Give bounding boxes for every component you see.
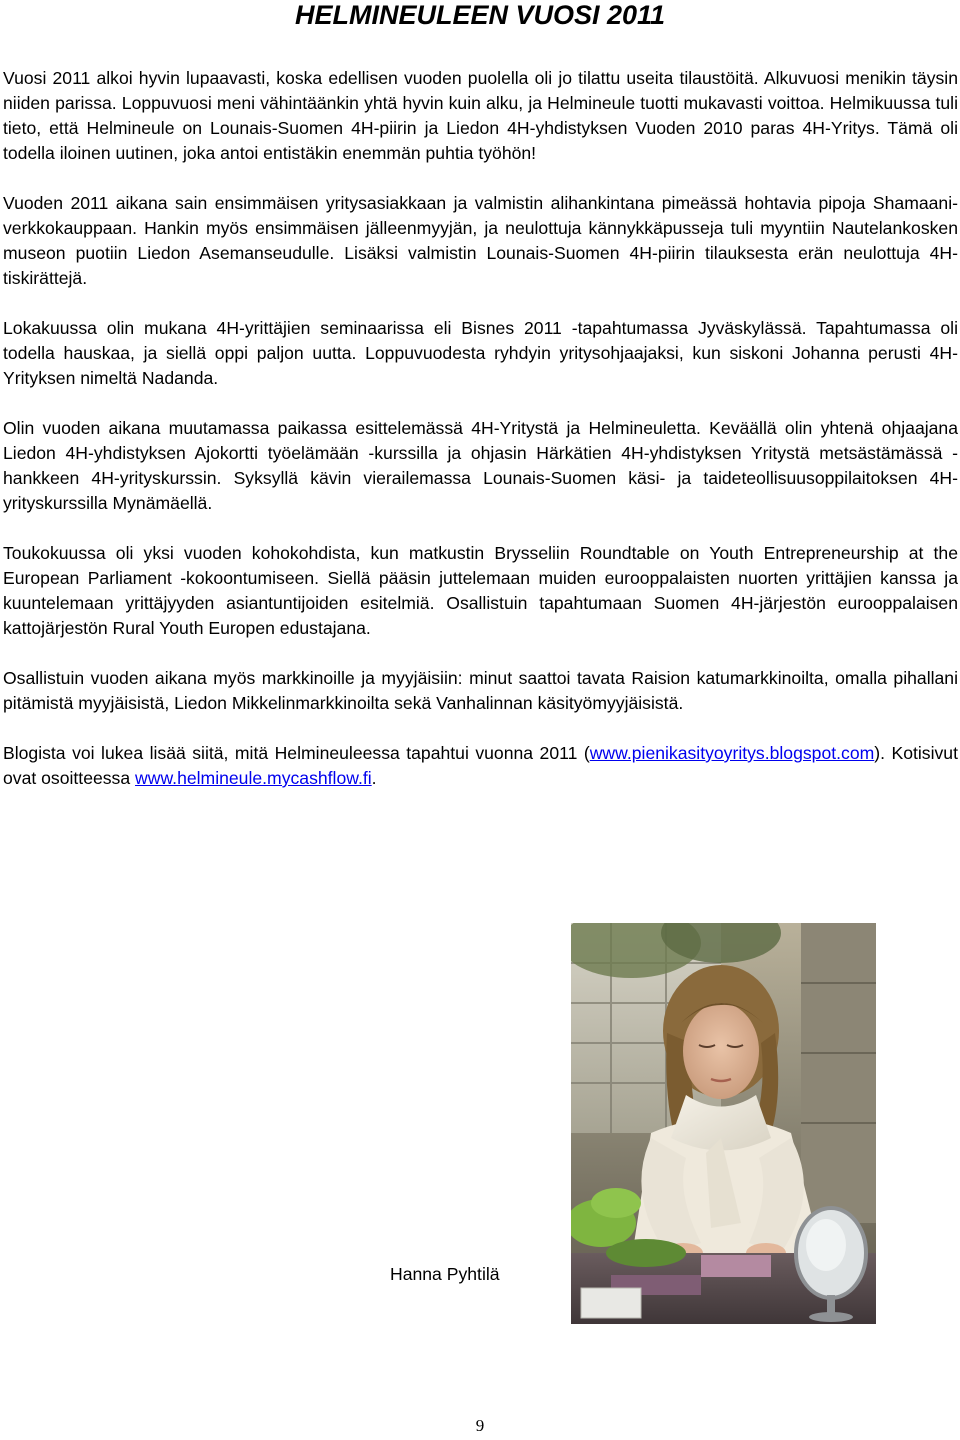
paragraph-4: Olin vuoden aikana muutamassa paikassa esittelemässä 4H-Yritystä ja Helmineuletta. Keväällä olin yhtenä ohjaajana Liedon 4H-yhdistyksen Ajokortti työelämään -kurssilla ja ohjasin Härkätien 4H-yhdistyksen Yritystä metsästämässä -hankkeen 4H-yrityskurssin. Syksyllä kävin vierailemassa Lounais-Suomen käsi- ja taideteollisuusoppilaitoksen 4H-yrityskurssilla Mynämäellä. — [3, 418, 958, 513]
paragraph-5: Toukokuussa oli yksi vuoden kohokohdista, kun matkustin Brysseliin Roundtable on Youth Entrepreneurship at the European Parliament -kokoontumiseen. Siellä pääsin juttelemaan muiden eurooppalaisten nuorten yrittäjien kanssa ja kuuntelemaan yrittäjyyden asiantuntijoiden esitelmiä. Osallistuin tapahtumaan Suomen 4H-järjestön eurooppalaisen kattojärjestön Rural Youth Europen edustajana. — [3, 543, 958, 638]
document-body — [3, 66, 958, 816]
blog-intro-text: Blogista voi lukea lisää siitä, mitä Helmineuleessa tapahtui vuonna 2011 ( — [3, 743, 590, 763]
page-number: 9 — [475, 1416, 485, 1435]
document-title: HELMINEULEEN VUOSI 2011 — [294, 0, 666, 30]
paragraph-3: Lokakuussa olin mukana 4H-yrittäjien seminaarissa eli Bisnes 2011 -tapahtumassa Jyväskylässä. Tapahtumassa oli todella hauskaa, ja siellä oppi paljon uutta. Loppuvuodesta ryhdyin yritysohjaajaksi, kun siskoni Johanna perusti 4H-Yrityksen nimeltä Nadanda. — [3, 318, 958, 388]
photo-illustration — [571, 923, 876, 1324]
blog-end-text: . — [371, 768, 377, 788]
paragraph-2: Vuoden 2011 aikana sain ensimmäisen yritysasiakkaan ja valmistin alihankintana pimeässä hohtavia pipoja Shamaani-verkkokauppaan. Hankin myös ensimmäisen jälleenmyyjän, ja neulottuja kännykkäpusseja tuli myyntiin Nautelankosken museon puotiin Liedon Asemanseudulle. Lisäksi valmistin Lounais-Suomen 4H-piirin tilauksesta erän neulottuja 4H-tiskirättejä. — [3, 193, 958, 288]
blog-middle-text: ). Kotisivut ovat osoitteessa — [3, 743, 958, 788]
photo-hanna-pyhtila — [571, 923, 876, 1324]
paragraph-blog — [3, 741, 958, 791]
photo-caption: Hanna Pyhtilä — [390, 1264, 500, 1284]
homepage-link[interactable]: www.helmineule.mycashflow.fi — [135, 768, 372, 788]
paragraph-6: Osallistuin vuoden aikana myös markkinoille ja myyjäisiin: minut saattoi tavata Raision katumarkkinoilta, omalla pihallani pitämistä myyjäisistä, Liedon Mikkelinmarkkinoilta sekä Vanhalinnan käsityömyyjäisistä. — [3, 668, 958, 713]
paragraph-1: Vuosi 2011 alkoi hyvin lupaavasti, koska edellisen vuoden puolella oli jo tilattu useita tilaustöitä. Alkuvuosi menikin täysin niiden parissa. Loppuvuosi meni vähintäänkin yhtä hyvin kuin alku, ja Helmineule tuotti mukavasti voittoa. Helmikuussa tuli tieto, että Helmineule on Lounais-Suomen 4H-piirin ja Liedon 4H-yhdistyksen Vuoden 2010 paras 4H-Yritys. Tämä oli todella iloinen uutinen, joka antoi entistäkin enemmän puhtia työhön! — [3, 68, 958, 163]
blog-link[interactable]: www.pienikasityoyritys.blogspot.com — [589, 743, 875, 763]
